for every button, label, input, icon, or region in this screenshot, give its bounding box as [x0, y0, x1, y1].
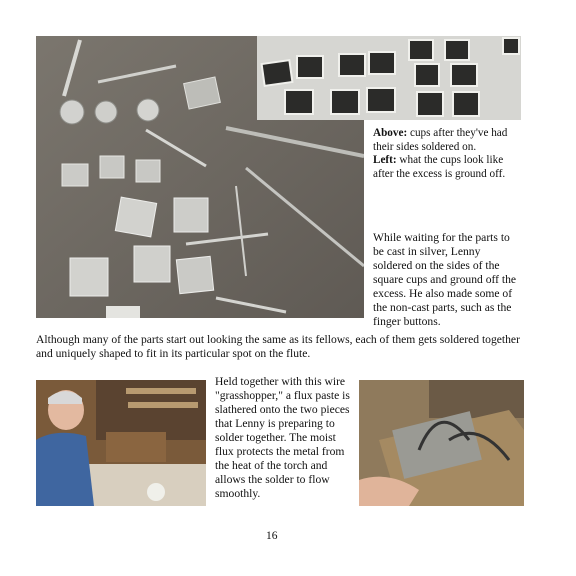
caption-above-label: Above: — [373, 127, 408, 139]
caption-left-text: what the cups look like after the excess is ground off. — [373, 154, 506, 180]
page-number: 16 — [266, 530, 278, 542]
photo-caption — [373, 127, 523, 181]
paragraph-full-width: Although many of the parts start out looking the same as its fellows, each of them gets soldered together and uniquely shaped to fit in its particular spot on the flute. — [36, 333, 520, 360]
paragraph-middle: Held together with this wire "grasshopper," a flux paste is slathered onto the two pieces that Lenny is preparing to solder together. The moist flux protects the metal from the heat of the torch and allows the solder to flow smoothly. — [215, 375, 350, 500]
caption-above-text: cups after they've had their sides soldered on. — [373, 127, 508, 153]
photo-grasshopper-wire — [359, 380, 524, 506]
photo-cups-soldered — [257, 36, 521, 120]
caption-left-label: Left: — [373, 154, 397, 167]
photo-lenny-fluxing — [36, 380, 206, 506]
paragraph-right: While waiting for the parts to be cast in silver, Lenny soldered on the sides of the square cups and ground off the excess. He also made some of the non-cast parts, such as the finger buttons. — [373, 231, 517, 328]
